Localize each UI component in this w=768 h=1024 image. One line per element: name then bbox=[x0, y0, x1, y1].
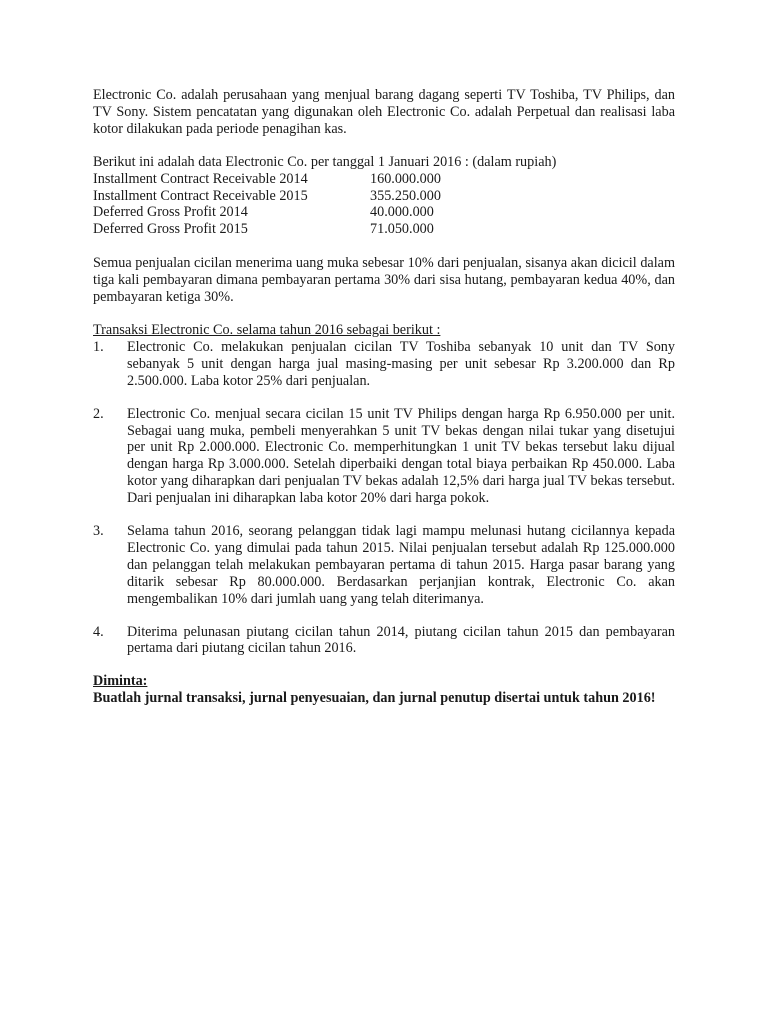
data-row bbox=[93, 204, 675, 221]
transactions-heading: Transaksi Electronic Co. selama tahun 2016 sebagai berikut : bbox=[93, 321, 441, 338]
balance-data-table bbox=[93, 171, 675, 239]
installment-rule-paragraph: Semua penjualan cicilan menerima uang muka sebesar 10% dari penjualan, sisanya akan dicicil dalam tiga kali pembayaran dimana pembayaran pertama 30% dari sisa hutang, pembayaran kedua 40%, dan pembayaran ketiga 30%. bbox=[93, 255, 675, 306]
required-heading: Diminta: bbox=[93, 673, 148, 690]
item-text: Selama tahun 2016, seorang pelanggan tidak lagi mampu melunasi hutang cicilannya kepada Electronic Co. yang dimulai pada tahun 2015. Nilai penjualan tersebut adalah Rp 125.000.000 dan pelanggan telah melakukan pembayaran pertama di tahun 2015. Harga pasar barang yang ditarik sebesar Rp 80.000.000. Berdasarkan perjanjian kontrak, Electronic Co. akan mengembalikan 10% dari jumlah uang yang telah diterimanya. bbox=[127, 523, 675, 607]
item-text: Diterima pelunasan piutang cicilan tahun 2014, piutang cicilan tahun 2015 dan pembayaran pertama dari piutang cicilan tahun 2016. bbox=[127, 623, 675, 657]
document-page bbox=[93, 87, 675, 707]
item-text: Electronic Co. melakukan penjualan cicilan TV Toshiba sebanyak 10 unit dan TV Sony sebanyak 5 unit dengan harga jual masing-masing per unit sebesar Rp 3.200.000 dan Rp 2.500.000. Laba kotor 25% dari penjualan. bbox=[127, 338, 675, 389]
data-label: Deferred Gross Profit 2015 bbox=[93, 221, 248, 238]
data-row bbox=[93, 171, 675, 188]
list-item bbox=[93, 624, 675, 658]
item-number: 3. bbox=[93, 523, 104, 540]
list-item bbox=[93, 339, 675, 390]
data-value: 40.000.000 bbox=[370, 204, 434, 221]
required-text: Buatlah jurnal transaksi, jurnal penyesuaian, dan jurnal penutup disertai untuk tahun 2016! bbox=[93, 690, 656, 707]
intro-paragraph: Electronic Co. adalah perusahaan yang menjual barang dagang seperti TV Toshiba, TV Philips, dan TV Sony. Sistem pencatatan yang digunakan oleh Electronic Co. adalah Perpetual dan realisasi laba kotor dilakukan pada periode penagihan kas. bbox=[93, 87, 675, 137]
item-number: 1. bbox=[93, 338, 104, 355]
data-label: Installment Contract Receivable 2015 bbox=[93, 187, 308, 204]
item-number: 4. bbox=[93, 623, 104, 640]
data-value: 160.000.000 bbox=[370, 170, 441, 187]
item-text: Electronic Co. menjual secara cicilan 15 unit TV Philips dengan harga Rp 6.950.000 per unit. Sebagai uang muka, pembeli menyerahkan 5 unit TV bekas dengan nilai tukar yang disetujui per unit Rp 2.000.000. Electronic Co. memperhitungkan 1 unit TV bekas tersebut laku dijual dengan harga Rp 3.000.000. Setelah diperbaiki dengan total biaya perbaikan Rp 450.000. Laba kotor yang diharapkan dari penjualan TV bekas adalah 12,5% dari harga jual TV bekas tersebut. Dari penjualan ini diharapkan laba kotor 20% dari harga pokok. bbox=[127, 405, 675, 507]
list-item bbox=[93, 523, 675, 608]
list-item bbox=[93, 406, 675, 507]
data-value: 71.050.000 bbox=[370, 221, 434, 238]
item-number: 2. bbox=[93, 405, 104, 422]
data-heading: Berikut ini adalah data Electronic Co. per tanggal 1 Januari 2016 : (dalam rupiah) bbox=[93, 153, 557, 170]
data-label: Deferred Gross Profit 2014 bbox=[93, 204, 248, 221]
data-row bbox=[93, 188, 675, 205]
data-row bbox=[93, 221, 675, 238]
data-label: Installment Contract Receivable 2014 bbox=[93, 170, 308, 187]
data-value: 355.250.000 bbox=[370, 187, 441, 204]
transactions-list bbox=[93, 339, 675, 658]
